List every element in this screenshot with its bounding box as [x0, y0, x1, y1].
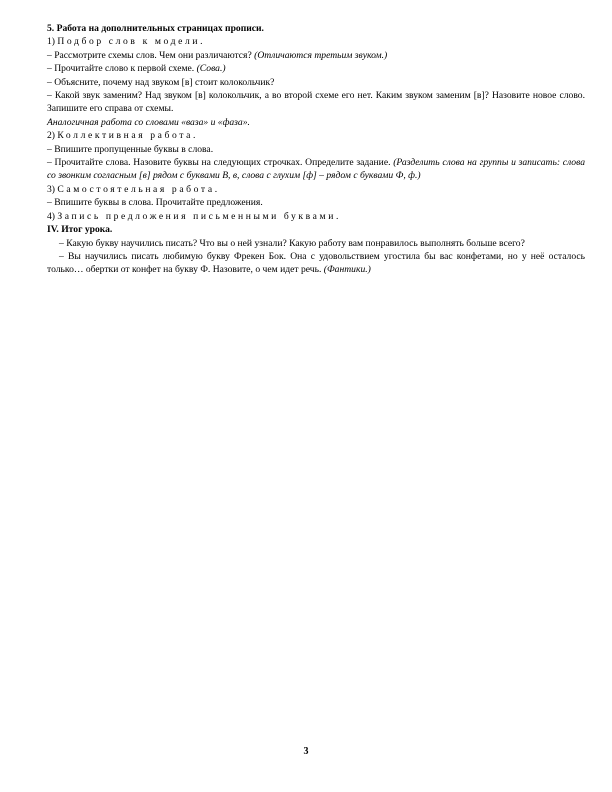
subsection-4: 4) Запись предложения письменными буквами.	[47, 210, 341, 222]
section-heading-5: 5. Работа на дополнительных страницах прописи.	[47, 23, 264, 34]
answer-1: (Отличаются третьим звуком.)	[254, 49, 388, 61]
page-number: 3	[303, 746, 309, 757]
subsection-3: 3) Самостоятельная работа.	[47, 183, 220, 195]
subsection-title-2: Коллективная работа.	[57, 130, 198, 142]
paragraph-9: – Какую букву научились писать? Что вы о ней узнали? Какую работу вам понравилось выполнять больше всего?	[59, 237, 525, 249]
subsection-title-4: Запись предложения письменными буквами.	[57, 210, 341, 222]
subsection-2: 2) Коллективная работа.	[47, 130, 198, 142]
subsection-title-3: Самостоятельная работа.	[57, 183, 220, 195]
subsection-1: 1) Подбор слов к модели.	[47, 36, 206, 48]
answer-10: (Фантики.)	[323, 264, 371, 276]
paragraph-8: – Впишите буквы в слова. Прочитайте предложения.	[47, 197, 263, 209]
paragraph-7: – Прочитайте слова. Назовите буквы на следующих строчках. Определите задание. (Разделить слова на группы и записать: слова со звонким согласным [в] рядом с буквами В, в, слова с глухим [ф] – рядом с буквами Ф, ф.)	[47, 157, 586, 182]
paragraph-3: – Объясните, почему над звуком [в] стоит колокольчик?	[47, 76, 275, 88]
paragraph-6: – Впишите пропущенные буквы в слова.	[47, 143, 214, 155]
document-page	[47, 22, 585, 277]
paragraph-2: – Прочитайте слово к первой схеме. (Сова.)	[47, 63, 226, 75]
answer-2: (Сова.)	[196, 63, 226, 75]
paragraph-10: – Вы научились писать любимую букву Фрекен Бок. Она с удовольствием угостила бы вас конфетами, но у неё осталось только… обертки от конфет на букву Ф. Назовите, о чем идет речь. (Фантики.)	[47, 250, 585, 276]
section-heading-iv: IV. Итог урока.	[47, 224, 113, 236]
answer-7: (Разделить слова на группы и записать: слова со звонким согласным [в] рядом с буквами В, в, слова с глухим [ф] – рядом с буквами Ф, ф.)	[47, 157, 586, 182]
paragraph-5: Аналогичная работа со словами «ваза» и «фаза».	[47, 116, 250, 128]
paragraph-1: – Рассмотрите схемы слов. Чем они различаются? (Отличаются третьим звуком.)	[47, 49, 388, 61]
subsection-title-1: Подбор слов к модели.	[57, 36, 206, 48]
paragraph-4: – Какой звук заменим? Над звуком [в] колокольчик, а во второй схеме его нет. Каким звуком заменим [в]? Назовите новое слово. Запишите его справа от схемы.	[47, 90, 585, 115]
